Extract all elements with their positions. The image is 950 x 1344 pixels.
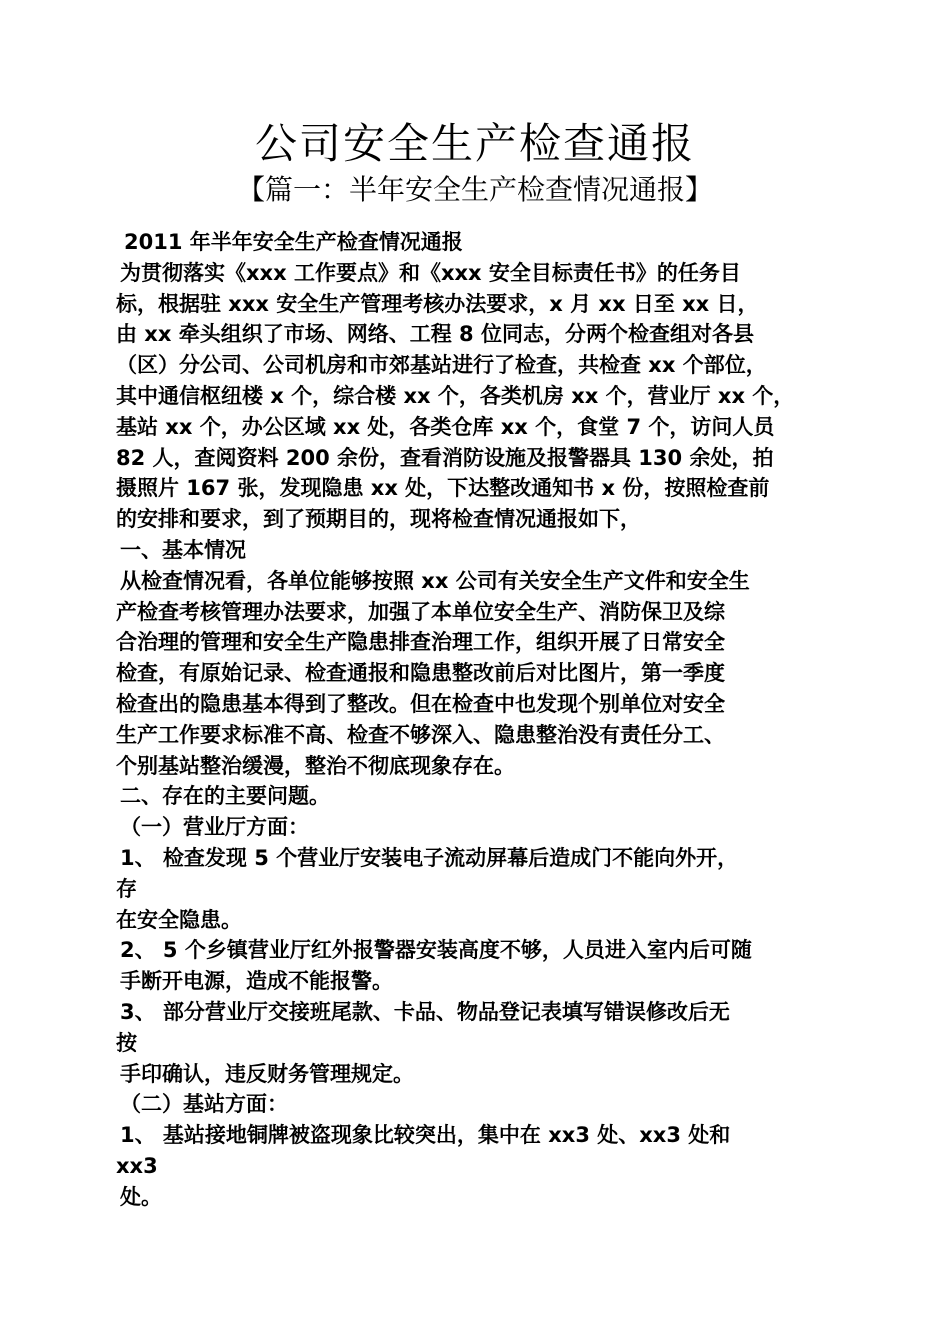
text-line: 标，根据驻 xxx 安全生产管理考核办法要求，x 月 xx 日至 xx 日， xyxy=(116,291,759,316)
text-line: 从检查情况看，各单位能够按照 xx 公司有关安全生产文件和安全生 xyxy=(120,568,750,593)
text-line: 合治理的管理和安全生产隐患排查治理工作，组织开展了日常安全 xyxy=(116,630,725,655)
text-line: 82 人，查阅资料 200 余份，查看消防设施及报警器具 130 余处，拍 xyxy=(116,445,774,470)
text-line: 手印确认，违反财务管理规定。 xyxy=(120,1061,414,1086)
text-line: 按 xyxy=(116,1030,137,1055)
text-line: 为贯彻落实《xxx 工作要点》和《xxx 安全目标责任书》的任务目 xyxy=(120,260,741,285)
text-line: 检查，有原始记录、检查通报和隐患整改前后对比图片，第一季度 xyxy=(116,661,725,686)
list-item: 1、 基站接地铜牌被盗现象比较突出，集中在 xx3 处、xx3 处和 xyxy=(120,1123,731,1148)
text-line: 其中通信枢纽楼 x 个，综合楼 xx 个，各类机房 xx 个，营业厅 xx 个， xyxy=(116,383,795,408)
list-item: 2、 5 个乡镇营业厅红外报警器安装高度不够，人员进入室内后可随 xyxy=(120,938,752,963)
report-heading: 2011 年半年安全生产检查情况通报 xyxy=(124,230,463,254)
page-subtitle: 【篇一：半年安全生产检查情况通报】 xyxy=(236,173,713,206)
text-line: 个别基站整治缓漫，整治不彻底现象存在。 xyxy=(116,753,515,778)
text-line: 由 xx 牵头组织了市场、网络、工程 8 位同志，分两个检查组对各县 xyxy=(116,322,754,347)
text-line: 手断开电源，造成不能报警。 xyxy=(120,969,393,994)
text-line: 生产工作要求标准不高、检查不够深入、隐患整治没有责任分工、 xyxy=(116,722,725,747)
subsection-heading: （一）营业厅方面： xyxy=(120,815,309,840)
list-item: 1、 检查发现 5 个营业厅安装电子流动屏幕后造成门不能向外开， xyxy=(120,845,739,870)
text-line: 基站 xx 个，办公区域 xx 处，各类仓库 xx 个，食堂 7 个，访问人员 xyxy=(116,414,775,439)
list-item: 3、 部分营业厅交接班尾款、卡品、物品登记表填写错误修改后无 xyxy=(120,999,730,1024)
document-body xyxy=(116,227,856,1213)
text-line: 摄照片 167 张，发现隐患 xx 处，下达整改通知书 x 份，按照检查前 xyxy=(116,476,770,501)
text-line: 存 xyxy=(116,876,137,901)
page-title: 公司安全生产检查通报 xyxy=(254,119,695,168)
text-line: 处。 xyxy=(120,1184,162,1209)
subsection-heading: （二）基站方面： xyxy=(120,1092,288,1117)
text-line: 的安排和要求，到了预期目的，现将检查情况通报如下， xyxy=(116,507,641,532)
text-line: 检查出的隐患基本得到了整改。但在检查中也发现个别单位对安全 xyxy=(116,691,725,716)
section-heading: 一、基本情况 xyxy=(120,537,246,562)
text-line: 产检查考核管理办法要求，加强了本单位安全生产、消防保卫及综 xyxy=(116,599,725,624)
text-line: （区）分公司、公司机房和市郊基站进行了检查，共检查 xx 个部位， xyxy=(116,353,767,378)
section-heading: 二、存在的主要问题。 xyxy=(120,784,330,809)
text-line: 在安全隐患。 xyxy=(116,907,242,932)
text-line: xx3 xyxy=(116,1153,158,1178)
